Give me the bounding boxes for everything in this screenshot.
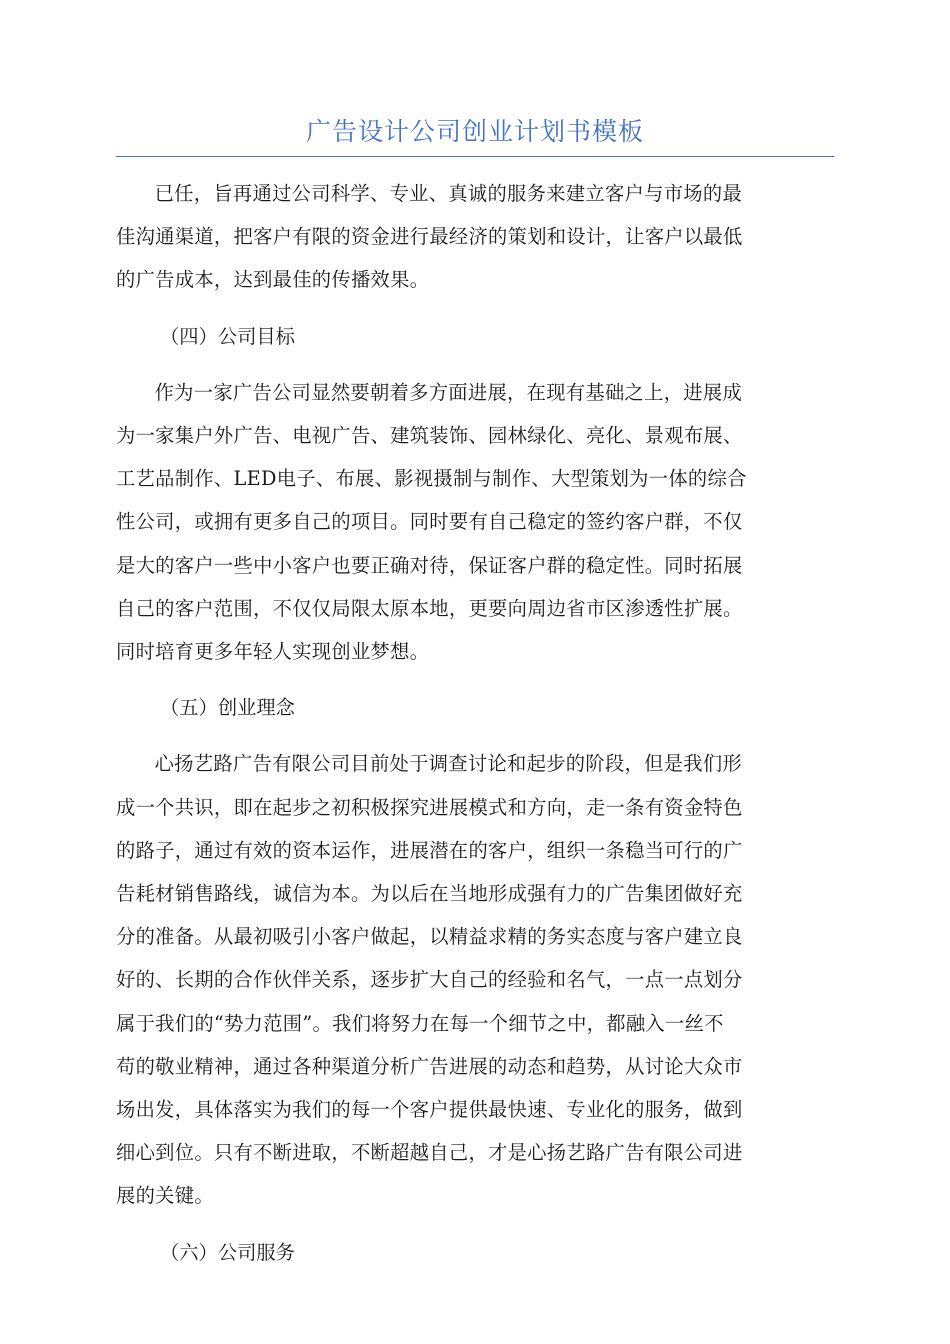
paragraph-line: 为一家集户外广告、电视广告、建筑装饰、园林绿化、亮化、景观布展、 [116,424,743,448]
paragraph-line: 同时培育更多年轻人实现创业梦想。 [116,640,430,664]
paragraph-line: 细心到位。只有不断进取，不断超越自己，才是心扬艺路广告有限公司进 [116,1141,743,1165]
paragraph-company-goals [116,371,834,673]
paragraph-line: 属于我们的“势力范围”。我们将努力在每一个细节之中，都融入一丝不 [116,1011,724,1035]
paragraph-line: 分的准备。从最初吸引小客户做起，以精益求精的务实态度与客户建立良 [116,925,743,949]
document-body [116,172,834,1287]
paragraph-line: 作为一家广告公司显然要朝着多方面进展，在现有基础之上，进展成 [154,380,743,404]
section-heading-company-services: （六）公司服务 [160,1240,295,1264]
paragraph-line: 好的、长期的合作伙伴关系，逐步扩大自己的经验和名气，一点一点划分 [116,968,743,992]
paragraph-line: 佳沟通渠道，把客户有限的资金进行最经济的策划和设计，让客户以最低 [116,225,743,249]
paragraph-line: 工艺品制作、LED电子、布展、影视摄制与制作、大型策划为一体的综合 [116,467,747,491]
paragraph-line: 展的关键。 [116,1184,214,1208]
document-title: 广告设计公司创业计划书模板 [305,117,644,146]
paragraph-line: 场出发，具体落实为我们的每一个客户提供最快速、专业化的服务，做到 [116,1098,743,1122]
paragraph-line: 自己的客户范围，不仅仅局限太原本地，更要向周边省市区渗透性扩展。 [116,596,743,620]
paragraph-line: 心扬艺路广告有限公司目前处于调查讨论和起步的阶段，但是我们形 [154,752,743,776]
paragraph-line: 是大的客户一些中小客户也要正确对待，保证客户群的稳定性。同时拓展 [116,553,743,577]
paragraph-line: 告耗材销售路线，诚信为本。为以后在当地形成强有力的广告集团做好充 [116,882,743,906]
paragraph-line: 的广告成本，达到最佳的传播效果。 [116,268,430,292]
document-header [116,112,834,157]
paragraph-line: 性公司，或拥有更多自己的项目。同时要有自己稳定的签约客户群，不仅 [116,510,743,534]
paragraph-line: 已任，旨再通过公司科学、专业、真诚的服务来建立客户与市场的最 [154,182,743,205]
paragraph-line: 成一个共识，即在起步之初积极探究进展模式和方向，走一条有资金特色 [116,795,743,819]
section-heading-company-goals: （四）公司目标 [160,324,295,348]
section-heading-business-philosophy: （五）创业理念 [160,696,295,720]
paragraph-line: 的路子，通过有效的资本运作，进展潜在的客户，组织一条稳当可行的广 [116,838,743,862]
paragraph-line: 苟的敬业精神，通过各种渠道分析广告进展的动态和趋势，从讨论大众市 [116,1054,743,1078]
paragraph-mission [116,172,834,302]
paragraph-business-philosophy [116,742,834,1217]
